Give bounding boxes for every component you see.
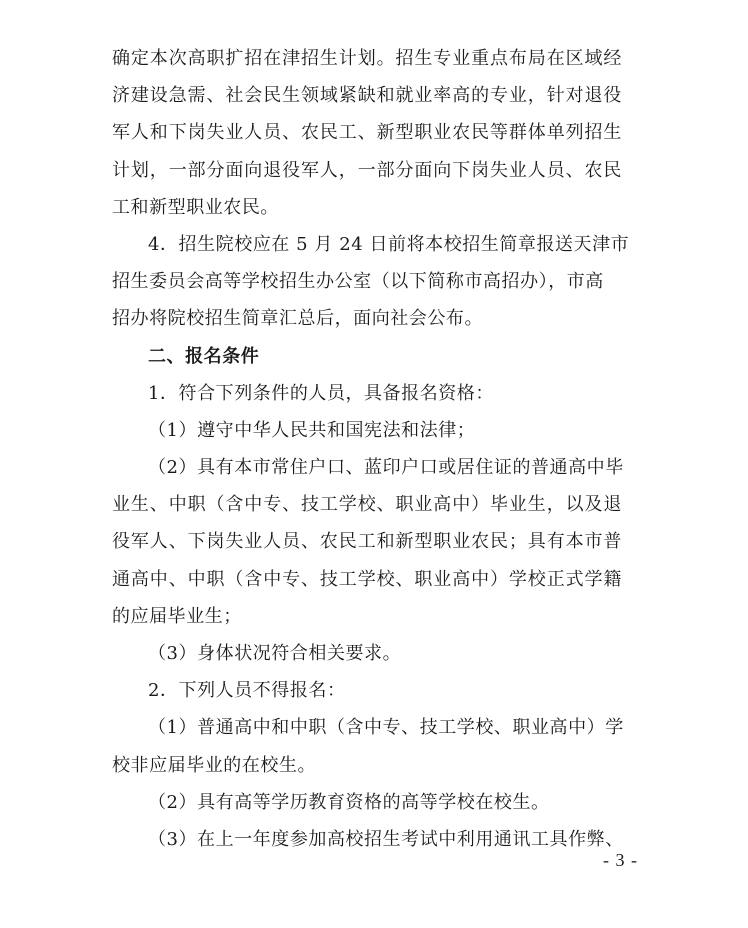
paragraph-line: （2）具有高等学历教育资格的高等学校在校生。 [148, 791, 550, 813]
paragraph-line: （2）具有本市常住户口、蓝印户口或居住证的普通高中毕 [148, 457, 624, 479]
paragraph-line: 通高中、中职（含中专、技工学校、职业高中）学校正式学籍 [112, 568, 623, 590]
document-body [112, 40, 672, 858]
paragraph-line: 役军人、下岗失业人员、农民工和新型职业农民；具有本市普 [112, 531, 623, 553]
paragraph-line: 业生、中职（含中专、技工学校、职业高中）毕业生，以及退 [112, 494, 623, 516]
paragraph-line: 确定本次高职扩招在津招生计划。招生专业重点布局在区域经 [112, 48, 623, 69]
paragraph-line: 招办将院校招生简章汇总后，面向社会公布。 [112, 308, 483, 330]
paragraph-line: （1）遵守中华人民共和国宪法和法律； [148, 419, 476, 441]
paragraph-line: 济建设急需、社会民生领域紧缺和就业率高的专业，针对退役 [112, 85, 623, 107]
paragraph-line: 工和新型职业农民。 [112, 196, 279, 218]
paragraph-line: （3）身体状况符合相关要求。 [148, 643, 402, 664]
paragraph-line: 的应届毕业生； [112, 605, 242, 627]
page-number: - 3 - [603, 850, 638, 870]
paragraph-line: 校非应届毕业的在校生。 [112, 754, 317, 776]
paragraph-line: 2．下列人员不得报名： [148, 680, 346, 702]
paragraph-line: （1）普通高中和中职（含中专、技工学校、职业高中）学 [148, 717, 624, 739]
paragraph-line: 计划，一部分面向退役军人，一部分面向下岗失业人员、农民 [112, 159, 623, 181]
paragraph-line: 4．招生院校应在 5 月 24 日前将本校招生简章报送天津市 [148, 233, 630, 255]
paragraph-line: 军人和下岗失业人员、农民工、新型职业农民等群体单列招生 [112, 122, 623, 144]
paragraph-line: 招生委员会高等学校招生办公室（以下简称市高招办），市高 [112, 271, 604, 293]
paragraph-line: （3）在上一年度参加高校招生考试中利用通讯工具作弊、 [148, 828, 624, 850]
paragraph-line: 1．符合下列条件的人员，具备报名资格： [148, 382, 494, 404]
section-heading: 二、报名条件 [148, 345, 260, 367]
